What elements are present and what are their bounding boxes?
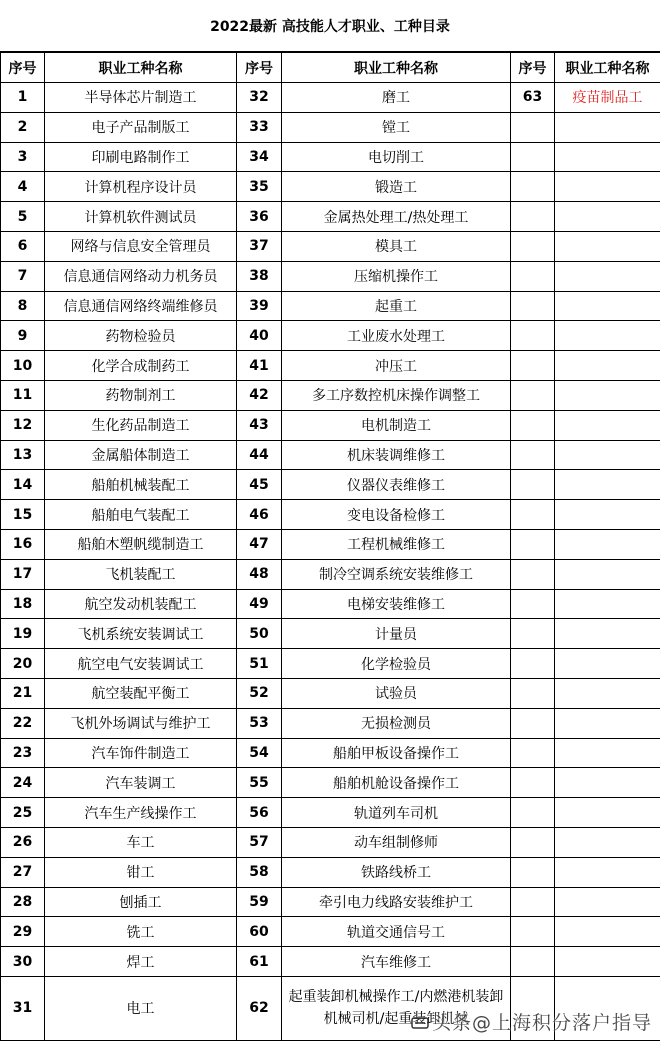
cell-name-3	[555, 619, 660, 649]
cell-no-1: 13	[1, 440, 45, 470]
cell-no-1: 19	[1, 619, 45, 649]
table-row	[1, 678, 660, 708]
cell-no-1: 29	[1, 917, 45, 947]
cell-name-1: 生化药品制造工	[45, 410, 237, 440]
toutiao-logo-icon	[411, 1016, 429, 1030]
table-row	[1, 857, 660, 887]
cell-no-1: 6	[1, 231, 45, 261]
header-name-1: 职业工种名称	[45, 53, 237, 83]
table-row	[1, 827, 660, 857]
table-row	[1, 798, 660, 828]
cell-name-1: 汽车生产线操作工	[45, 798, 237, 828]
table-row	[1, 380, 660, 410]
cell-name-3: 疫苗制品工	[555, 83, 660, 113]
cell-no-3	[511, 917, 555, 947]
cell-no-2: 47	[237, 529, 282, 559]
table-row	[1, 261, 660, 291]
cell-name-3	[555, 947, 660, 977]
cell-no-3	[511, 470, 555, 500]
cell-no-3	[511, 619, 555, 649]
cell-name-2: 汽车维修工	[282, 947, 511, 977]
cell-name-2: 化学检验员	[282, 649, 511, 679]
cell-name-3	[555, 917, 660, 947]
cell-no-1: 8	[1, 291, 45, 321]
cell-name-3	[555, 559, 660, 589]
cell-no-2: 44	[237, 440, 282, 470]
cell-no-3	[511, 708, 555, 738]
table-row	[1, 708, 660, 738]
cell-no-1: 10	[1, 351, 45, 381]
table-row	[1, 619, 660, 649]
cell-no-1: 30	[1, 947, 45, 977]
cell-no-2: 53	[237, 708, 282, 738]
header-no-3: 序号	[511, 53, 555, 83]
cell-no-1: 11	[1, 380, 45, 410]
page-title: 2022最新 高技能人才职业、工种目录	[0, 0, 660, 52]
cell-no-3	[511, 142, 555, 172]
table-row	[1, 202, 660, 232]
cell-no-1: 21	[1, 678, 45, 708]
cell-name-3	[555, 261, 660, 291]
cell-name-2: 轨道交通信号工	[282, 917, 511, 947]
cell-name-3	[555, 440, 660, 470]
cell-no-2: 62	[237, 976, 282, 1040]
table-row	[1, 768, 660, 798]
cell-name-2: 计量员	[282, 619, 511, 649]
cell-name-3	[555, 231, 660, 261]
cell-name-1: 飞机系统安装调试工	[45, 619, 237, 649]
cell-name-2: 工程机械维修工	[282, 529, 511, 559]
cell-name-2: 电机制造工	[282, 410, 511, 440]
cell-name-2: 起重装卸机械操作工/内燃港机装卸机械司机/起重装卸机械	[282, 976, 511, 1040]
cell-no-3	[511, 798, 555, 828]
cell-no-2: 51	[237, 649, 282, 679]
cell-no-2: 41	[237, 351, 282, 381]
cell-no-3	[511, 112, 555, 142]
cell-no-1: 20	[1, 649, 45, 679]
cell-no-1: 9	[1, 321, 45, 351]
cell-no-2: 35	[237, 172, 282, 202]
cell-no-2: 32	[237, 83, 282, 113]
cell-name-2: 模具工	[282, 231, 511, 261]
cell-no-1: 12	[1, 410, 45, 440]
cell-no-1: 1	[1, 83, 45, 113]
watermark	[411, 1008, 652, 1035]
cell-name-1: 航空发动机装配工	[45, 589, 237, 619]
cell-name-3	[555, 887, 660, 917]
cell-name-1: 网络与信息安全管理员	[45, 231, 237, 261]
table-row	[1, 440, 660, 470]
table-row	[1, 649, 660, 679]
cell-name-3	[555, 410, 660, 440]
cell-name-3	[555, 589, 660, 619]
cell-name-2: 制冷空调系统安装维修工	[282, 559, 511, 589]
cell-no-3	[511, 410, 555, 440]
cell-no-3	[511, 947, 555, 977]
table-row	[1, 500, 660, 530]
cell-name-2: 铁路线桥工	[282, 857, 511, 887]
header-no-1: 序号	[1, 53, 45, 83]
cell-name-3	[555, 380, 660, 410]
cell-name-1: 船舶机械装配工	[45, 470, 237, 500]
cell-no-3	[511, 500, 555, 530]
occupation-table	[0, 52, 660, 1041]
cell-no-1: 24	[1, 768, 45, 798]
cell-name-3	[555, 470, 660, 500]
cell-name-3	[555, 351, 660, 381]
cell-no-2: 34	[237, 142, 282, 172]
cell-name-2: 试验员	[282, 678, 511, 708]
cell-no-2: 57	[237, 827, 282, 857]
cell-no-2: 43	[237, 410, 282, 440]
cell-no-2: 33	[237, 112, 282, 142]
cell-name-1: 印刷电路制作工	[45, 142, 237, 172]
cell-name-1: 金属船体制造工	[45, 440, 237, 470]
cell-no-3	[511, 321, 555, 351]
cell-name-1: 刨插工	[45, 887, 237, 917]
cell-no-1: 17	[1, 559, 45, 589]
cell-name-2: 电梯安装维修工	[282, 589, 511, 619]
cell-no-2: 54	[237, 738, 282, 768]
cell-name-2: 镗工	[282, 112, 511, 142]
cell-name-2: 压缩机操作工	[282, 261, 511, 291]
cell-no-3	[511, 827, 555, 857]
cell-no-1: 16	[1, 529, 45, 559]
cell-no-3	[511, 529, 555, 559]
cell-name-1: 计算机程序设计员	[45, 172, 237, 202]
cell-name-1: 化学合成制药工	[45, 351, 237, 381]
cell-no-2: 56	[237, 798, 282, 828]
cell-no-2: 36	[237, 202, 282, 232]
cell-no-1: 28	[1, 887, 45, 917]
table-row	[1, 321, 660, 351]
table-row	[1, 589, 660, 619]
table-row	[1, 291, 660, 321]
cell-name-2: 无损检测员	[282, 708, 511, 738]
cell-no-2: 46	[237, 500, 282, 530]
cell-no-1: 4	[1, 172, 45, 202]
cell-no-3: 63	[511, 83, 555, 113]
cell-no-1: 5	[1, 202, 45, 232]
cell-no-3	[511, 887, 555, 917]
cell-name-2: 船舶机舱设备操作工	[282, 768, 511, 798]
cell-name-3	[555, 857, 660, 887]
cell-name-2: 牵引电力线路安装维护工	[282, 887, 511, 917]
cell-no-1: 27	[1, 857, 45, 887]
cell-no-1: 7	[1, 261, 45, 291]
table-row	[1, 351, 660, 381]
cell-name-3	[555, 202, 660, 232]
cell-name-1: 航空电气安装调试工	[45, 649, 237, 679]
cell-name-2: 金属热处理工/热处理工	[282, 202, 511, 232]
cell-name-2: 冲压工	[282, 351, 511, 381]
cell-name-2: 磨工	[282, 83, 511, 113]
cell-no-1: 22	[1, 708, 45, 738]
table-row	[1, 112, 660, 142]
cell-no-2: 49	[237, 589, 282, 619]
cell-no-2: 39	[237, 291, 282, 321]
cell-no-2: 58	[237, 857, 282, 887]
table-row	[1, 172, 660, 202]
cell-name-2: 动车组制修师	[282, 827, 511, 857]
table-row	[1, 559, 660, 589]
cell-name-2: 电切削工	[282, 142, 511, 172]
cell-name-2: 变电设备检修工	[282, 500, 511, 530]
cell-no-2: 52	[237, 678, 282, 708]
cell-no-1: 26	[1, 827, 45, 857]
cell-name-3	[555, 708, 660, 738]
cell-no-2: 55	[237, 768, 282, 798]
cell-no-3	[511, 202, 555, 232]
cell-name-1: 电工	[45, 976, 237, 1040]
cell-no-3	[511, 261, 555, 291]
table-row	[1, 470, 660, 500]
cell-no-1: 25	[1, 798, 45, 828]
cell-name-2: 工业废水处理工	[282, 321, 511, 351]
cell-no-3	[511, 678, 555, 708]
table-row	[1, 529, 660, 559]
cell-name-2: 仪器仪表维修工	[282, 470, 511, 500]
cell-name-1: 焊工	[45, 947, 237, 977]
cell-name-1: 飞机外场调试与维护工	[45, 708, 237, 738]
cell-no-3	[511, 768, 555, 798]
table-header-row	[1, 53, 660, 83]
table-row	[1, 410, 660, 440]
cell-name-2: 机床装调维修工	[282, 440, 511, 470]
cell-no-3	[511, 559, 555, 589]
table-row	[1, 738, 660, 768]
cell-no-1: 2	[1, 112, 45, 142]
cell-name-1: 飞机装配工	[45, 559, 237, 589]
cell-name-1: 汽车饰件制造工	[45, 738, 237, 768]
cell-no-2: 48	[237, 559, 282, 589]
cell-no-3	[511, 440, 555, 470]
cell-name-3	[555, 500, 660, 530]
cell-name-2: 轨道列车司机	[282, 798, 511, 828]
header-name-3: 职业工种名称	[555, 53, 660, 83]
cell-name-1: 铣工	[45, 917, 237, 947]
cell-no-3	[511, 172, 555, 202]
cell-no-2: 38	[237, 261, 282, 291]
cell-name-3	[555, 738, 660, 768]
cell-no-1: 31	[1, 976, 45, 1040]
cell-no-3	[511, 738, 555, 768]
cell-no-2: 60	[237, 917, 282, 947]
cell-name-1: 汽车装调工	[45, 768, 237, 798]
cell-no-3	[511, 351, 555, 381]
cell-no-2: 50	[237, 619, 282, 649]
cell-name-1: 船舶电气装配工	[45, 500, 237, 530]
cell-no-1: 18	[1, 589, 45, 619]
cell-name-2: 锻造工	[282, 172, 511, 202]
cell-name-2: 多工序数控机床操作调整工	[282, 380, 511, 410]
cell-name-3	[555, 529, 660, 559]
cell-name-3	[555, 649, 660, 679]
cell-no-2: 37	[237, 231, 282, 261]
cell-no-2: 45	[237, 470, 282, 500]
cell-no-3	[511, 589, 555, 619]
table-row	[1, 887, 660, 917]
cell-no-1: 23	[1, 738, 45, 768]
cell-name-3	[555, 291, 660, 321]
cell-no-3	[511, 231, 555, 261]
cell-name-1: 电子产品制版工	[45, 112, 237, 142]
header-no-2: 序号	[237, 53, 282, 83]
cell-name-1: 信息通信网络终端维修员	[45, 291, 237, 321]
cell-name-3	[555, 768, 660, 798]
cell-name-1: 计算机软件测试员	[45, 202, 237, 232]
cell-name-3	[555, 827, 660, 857]
cell-name-3	[555, 798, 660, 828]
table-row	[1, 947, 660, 977]
table-row	[1, 231, 660, 261]
cell-name-1: 半导体芯片制造工	[45, 83, 237, 113]
cell-name-1: 车工	[45, 827, 237, 857]
cell-name-1: 船舶木塑帆缆制造工	[45, 529, 237, 559]
cell-name-1: 药物检验员	[45, 321, 237, 351]
cell-name-3	[555, 142, 660, 172]
cell-no-3	[511, 291, 555, 321]
table-row	[1, 917, 660, 947]
watermark-text: 头条@上海积分落户指导	[431, 1012, 652, 1034]
cell-no-1: 14	[1, 470, 45, 500]
cell-name-3	[555, 321, 660, 351]
cell-no-1: 15	[1, 500, 45, 530]
cell-no-2: 61	[237, 947, 282, 977]
cell-no-2: 42	[237, 380, 282, 410]
table-row	[1, 83, 660, 113]
cell-name-1: 钳工	[45, 857, 237, 887]
cell-no-2: 40	[237, 321, 282, 351]
cell-no-1: 3	[1, 142, 45, 172]
cell-name-3	[555, 678, 660, 708]
cell-no-2: 59	[237, 887, 282, 917]
table-row	[1, 142, 660, 172]
cell-no-3	[511, 380, 555, 410]
header-name-2: 职业工种名称	[282, 53, 511, 83]
cell-no-3	[511, 857, 555, 887]
cell-name-1: 信息通信网络动力机务员	[45, 261, 237, 291]
cell-no-3	[511, 649, 555, 679]
cell-name-2: 船舶甲板设备操作工	[282, 738, 511, 768]
cell-name-1: 航空装配平衡工	[45, 678, 237, 708]
cell-name-2: 起重工	[282, 291, 511, 321]
cell-name-1: 药物制剂工	[45, 380, 237, 410]
cell-name-3	[555, 112, 660, 142]
cell-name-3	[555, 172, 660, 202]
